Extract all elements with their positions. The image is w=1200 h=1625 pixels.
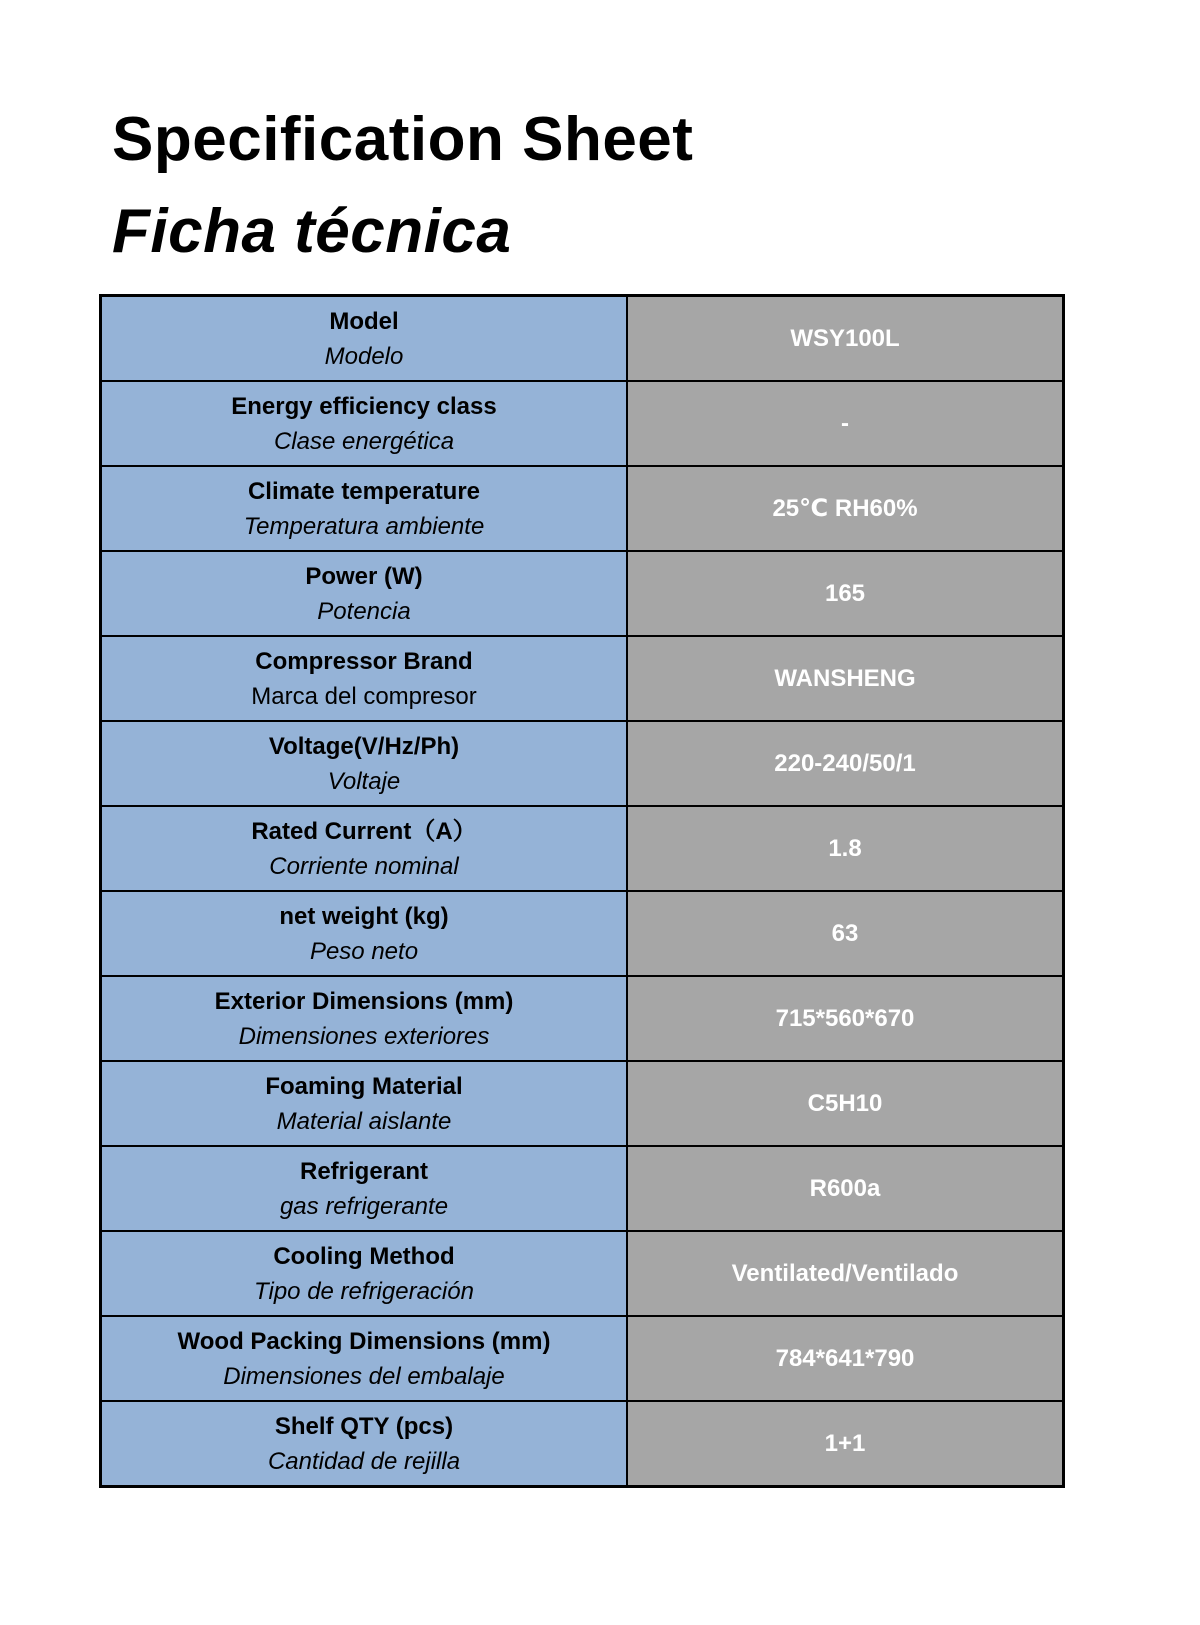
spec-label-en: Cooling Method — [273, 1242, 455, 1270]
spec-label — [101, 976, 628, 1061]
spec-row-rated-current — [101, 806, 1064, 891]
spec-label-es: gas refrigerante — [279, 1192, 449, 1220]
spec-value: C5H10 — [627, 1061, 1064, 1146]
spec-label — [101, 806, 628, 891]
spec-label-en: Shelf QTY (pcs) — [274, 1412, 454, 1440]
spec-label — [101, 1146, 628, 1231]
spec-label-es: Voltaje — [327, 767, 401, 795]
spec-label — [101, 296, 628, 382]
spec-label — [101, 891, 628, 976]
spec-row-cooling-method — [101, 1231, 1064, 1316]
spec-value: 63 — [627, 891, 1064, 976]
spec-label-en: Rated Current（A） — [251, 817, 477, 845]
spec-value: 165 — [627, 551, 1064, 636]
spec-label-es: Peso neto — [309, 937, 419, 965]
spec-row-power — [101, 551, 1064, 636]
spec-label-es: Clase energética — [273, 427, 455, 455]
spec-label-en: Power (W) — [305, 562, 423, 590]
spec-label-es: Cantidad de rejilla — [267, 1447, 461, 1475]
spec-label-es: Dimensiones exteriores — [238, 1022, 490, 1050]
spec-label-en: Model — [329, 307, 399, 335]
spec-value: Ventilated/Ventilado — [627, 1231, 1064, 1316]
spec-row-foaming-material — [101, 1061, 1064, 1146]
spec-row-compressor-brand — [101, 636, 1064, 721]
spec-label-en: Refrigerant — [299, 1157, 429, 1185]
spec-row-packing-dimensions — [101, 1316, 1064, 1401]
spec-row-voltage — [101, 721, 1064, 806]
spec-value: R600a — [627, 1146, 1064, 1231]
spec-value: 220-240/50/1 — [627, 721, 1064, 806]
spec-row-exterior-dimensions — [101, 976, 1064, 1061]
page-subtitle: Ficha técnica — [112, 197, 512, 266]
spec-label-en: Compressor Brand — [255, 647, 473, 675]
spec-label — [101, 551, 628, 636]
spec-label-es: Material aislante — [276, 1107, 452, 1135]
spec-label-es: Temperatura ambiente — [243, 512, 485, 540]
spec-value: - — [627, 381, 1064, 466]
spec-label — [101, 636, 628, 721]
spec-value: WSY100L — [627, 296, 1064, 382]
spec-value: 25℃ RH60% — [627, 466, 1064, 551]
spec-row-refrigerant — [101, 1146, 1064, 1231]
spec-label-en: Foaming Material — [265, 1072, 463, 1100]
page-title: Specification Sheet — [112, 105, 694, 174]
spec-label — [101, 1231, 628, 1316]
spec-label — [101, 1401, 628, 1487]
spec-label-en: net weight (kg) — [279, 902, 449, 930]
spec-row-net-weight — [101, 891, 1064, 976]
spec-label-en: Voltage(V/Hz/Ph) — [268, 732, 460, 760]
spec-label — [101, 381, 628, 466]
spec-row-model — [101, 296, 1064, 382]
spec-value: WANSHENG — [627, 636, 1064, 721]
spec-table — [99, 294, 1065, 1488]
spec-value: 784*641*790 — [627, 1316, 1064, 1401]
spec-row-climate-temperature — [101, 466, 1064, 551]
spec-label-en: Climate temperature — [247, 477, 481, 505]
spec-label-es: Tipo de refrigeración — [254, 1277, 474, 1305]
spec-label-en: Exterior Dimensions (mm) — [214, 987, 514, 1015]
spec-label-es: Marca del compresor — [251, 682, 477, 710]
spec-label — [101, 721, 628, 806]
spec-label-en: Energy efficiency class — [231, 392, 497, 420]
spec-label — [101, 1061, 628, 1146]
spec-label-es: Dimensiones del embalaje — [223, 1362, 505, 1390]
spec-label-es: Potencia — [317, 597, 411, 625]
spec-value: 1+1 — [627, 1401, 1064, 1487]
spec-label-es: Corriente nominal — [269, 852, 459, 880]
spec-value: 1.8 — [627, 806, 1064, 891]
spec-row-shelf-qty — [101, 1401, 1064, 1487]
spec-value: 715*560*670 — [627, 976, 1064, 1061]
spec-row-energy-class — [101, 381, 1064, 466]
spec-label — [101, 1316, 628, 1401]
spec-label — [101, 466, 628, 551]
spec-label-es: Modelo — [324, 342, 404, 370]
spec-label-en: Wood Packing Dimensions (mm) — [177, 1327, 551, 1355]
